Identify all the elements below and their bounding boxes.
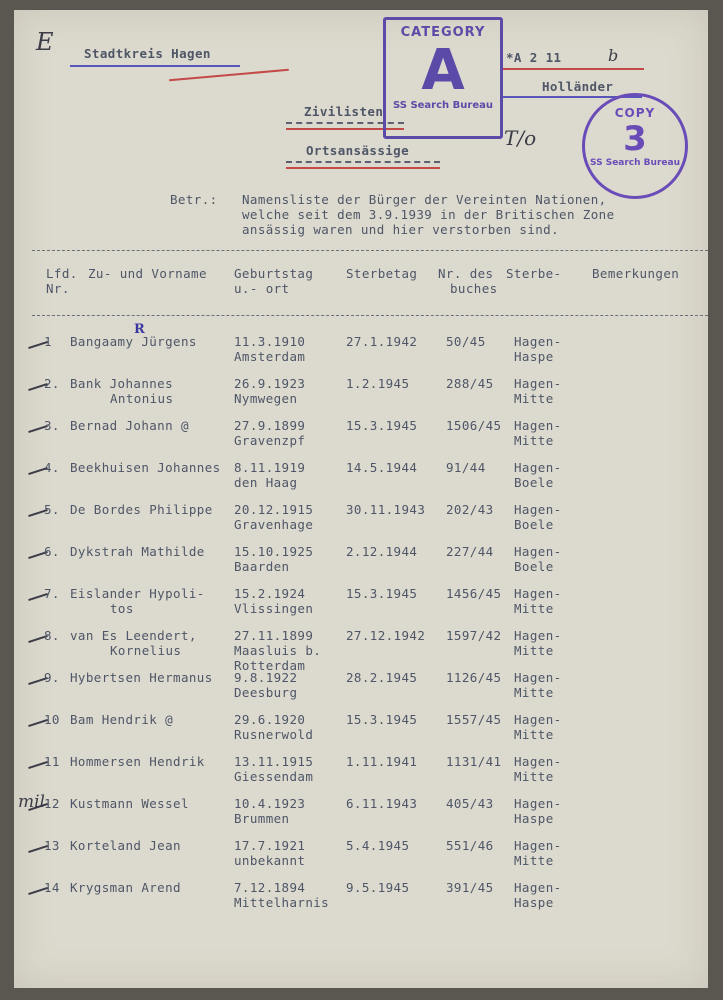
row-name2: Kornelius bbox=[110, 643, 182, 658]
row-death: 15.3.1945 bbox=[346, 418, 418, 433]
copy-stamp-subtitle: SS Search Bureau bbox=[590, 158, 680, 168]
row-office2: Mitte bbox=[514, 391, 554, 406]
row-office1: Hagen- bbox=[514, 502, 562, 517]
row-office1: Hagen- bbox=[514, 376, 562, 391]
copy-stamp bbox=[582, 93, 688, 199]
row-birth2: Baarden bbox=[234, 559, 290, 574]
row-office2: Boele bbox=[514, 475, 554, 490]
row-name1: Krygsman Arend bbox=[70, 880, 181, 895]
row-birth1: 10.4.1923 bbox=[234, 796, 306, 811]
row-birth2: Mittelharnis bbox=[234, 895, 330, 910]
row-reg: 288/45 bbox=[446, 376, 494, 391]
reference-number: *A 2 11 bbox=[506, 50, 562, 65]
row-office2: Mitte bbox=[514, 643, 554, 658]
col-nr: Nr. bbox=[46, 281, 70, 296]
row-reg: 391/45 bbox=[446, 880, 494, 895]
row-name1: De Bordes Philippe bbox=[70, 502, 213, 517]
row-birth1: 13.11.1915 bbox=[234, 754, 314, 769]
category-stamp-subtitle: SS Search Bureau bbox=[393, 100, 493, 111]
row-nr: 1 bbox=[44, 334, 52, 349]
col-office: Sterbe- bbox=[506, 266, 562, 281]
row-name2: Antonius bbox=[110, 391, 174, 406]
row-reg: 1126/45 bbox=[446, 670, 502, 685]
col-register: Nr. des bbox=[438, 266, 494, 281]
row-nr: 10 bbox=[44, 712, 60, 727]
row-birth1: 15.10.1925 bbox=[234, 544, 314, 559]
row-reg: 1506/45 bbox=[446, 418, 502, 433]
row-birth2: Nymwegen bbox=[234, 391, 298, 406]
col-remarks: Bemerkungen bbox=[592, 266, 680, 281]
row-death: 2.12.1944 bbox=[346, 544, 418, 559]
row-death: 28.2.1945 bbox=[346, 670, 418, 685]
row-name1: Eislander Hypoli- bbox=[70, 586, 205, 601]
row-death: 6.11.1943 bbox=[346, 796, 418, 811]
row-office1: Hagen- bbox=[514, 544, 562, 559]
row-office1: Hagen- bbox=[514, 880, 562, 895]
row-reg: 551/46 bbox=[446, 838, 494, 853]
row-office2: Haspe bbox=[514, 895, 554, 910]
row-office2: Mitte bbox=[514, 853, 554, 868]
row-name2: tos bbox=[110, 601, 134, 616]
col-name: Zu- und Vorname bbox=[88, 266, 207, 281]
row-birth1: 17.7.1921 bbox=[234, 838, 306, 853]
pencil-mark-e: E bbox=[36, 28, 54, 56]
row-reg: 227/44 bbox=[446, 544, 494, 559]
col-birth-place: u.- ort bbox=[234, 281, 290, 296]
row-office1: Hagen- bbox=[514, 754, 562, 769]
row-office1: Hagen- bbox=[514, 418, 562, 433]
row-office2: Haspe bbox=[514, 349, 554, 364]
row-nr: 14 bbox=[44, 880, 60, 895]
document-page bbox=[14, 10, 708, 988]
row-birth2: Giessendam bbox=[234, 769, 314, 784]
col-death: Sterbetag bbox=[346, 266, 418, 281]
row-office1: Hagen- bbox=[514, 796, 562, 811]
civil-label: Zivilisten bbox=[304, 104, 384, 119]
row-birth2: den Haag bbox=[234, 475, 298, 490]
row-name1: Bangaamy Jürgens bbox=[70, 334, 197, 349]
row-office1: Hagen- bbox=[514, 628, 562, 643]
row-birth3: Rotterdam bbox=[234, 658, 306, 673]
row-reg: 50/45 bbox=[446, 334, 486, 349]
category-stamp-letter: A bbox=[421, 38, 465, 103]
row-nr: 9. bbox=[44, 670, 60, 685]
row-pencil-mark: R bbox=[134, 322, 145, 337]
row-pencil-mark: mil bbox=[18, 792, 45, 812]
row-birth2: Rusnerwold bbox=[234, 727, 314, 742]
table-header-rule bbox=[32, 315, 708, 316]
row-nr: 5. bbox=[44, 502, 60, 517]
nationality-label: Holländer bbox=[542, 79, 614, 94]
row-death: 1.2.1945 bbox=[346, 376, 410, 391]
row-death: 15.3.1945 bbox=[346, 586, 418, 601]
category-stamp-title: CATEGORY bbox=[400, 25, 486, 40]
row-birth1: 11.3.1910 bbox=[234, 334, 306, 349]
row-name1: Hybertsen Hermanus bbox=[70, 670, 213, 685]
row-office1: Hagen- bbox=[514, 712, 562, 727]
row-birth1: 27.9.1899 bbox=[234, 418, 306, 433]
row-office2: Mitte bbox=[514, 769, 554, 784]
row-birth2: Maasluis b. bbox=[234, 643, 322, 658]
row-nr: 4. bbox=[44, 460, 60, 475]
row-reg: 91/44 bbox=[446, 460, 486, 475]
row-death: 27.1.1942 bbox=[346, 334, 418, 349]
table-top-rule bbox=[32, 250, 708, 251]
row-birth1: 26.9.1923 bbox=[234, 376, 306, 391]
row-reg: 1557/45 bbox=[446, 712, 502, 727]
local-underline bbox=[286, 161, 440, 163]
row-death: 15.3.1945 bbox=[346, 712, 418, 727]
row-name1: Korteland Jean bbox=[70, 838, 181, 853]
copy-stamp-number: 3 bbox=[623, 119, 647, 159]
row-office1: Hagen- bbox=[514, 460, 562, 475]
subject-line-1: Namensliste der Bürger der Vereinten Nationen, bbox=[242, 192, 607, 207]
row-nr: 6. bbox=[44, 544, 60, 559]
row-name1: Dykstrah Mathilde bbox=[70, 544, 205, 559]
row-reg: 1456/45 bbox=[446, 586, 502, 601]
row-birth1: 15.2.1924 bbox=[234, 586, 306, 601]
row-name1: Kustmann Wessel bbox=[70, 796, 189, 811]
row-birth1: 7.12.1894 bbox=[234, 880, 306, 895]
local-label: Ortsansässige bbox=[306, 143, 410, 158]
row-reg: 1597/42 bbox=[446, 628, 502, 643]
local-red-line bbox=[286, 167, 440, 169]
row-death: 5.4.1945 bbox=[346, 838, 410, 853]
col-lfd: Lfd. bbox=[46, 266, 78, 281]
row-office1: Hagen- bbox=[514, 670, 562, 685]
subject-label: Betr.: bbox=[170, 192, 218, 207]
row-office2: Mitte bbox=[514, 727, 554, 742]
row-office2: Mitte bbox=[514, 601, 554, 616]
row-office2: Mitte bbox=[514, 685, 554, 700]
row-death: 27.12.1942 bbox=[346, 628, 426, 643]
row-office1: Hagen- bbox=[514, 334, 562, 349]
subject-line-3: ansässig waren und hier verstorben sind. bbox=[242, 222, 560, 237]
copy-stamp-title: COPY bbox=[614, 106, 656, 120]
row-name1: Hommersen Hendrik bbox=[70, 754, 205, 769]
row-birth1: 8.11.1919 bbox=[234, 460, 306, 475]
row-birth2: Amsterdam bbox=[234, 349, 306, 364]
district-underline bbox=[70, 65, 240, 67]
row-death: 30.11.1943 bbox=[346, 502, 426, 517]
row-office2: Mitte bbox=[514, 433, 554, 448]
row-death: 1.11.1941 bbox=[346, 754, 418, 769]
district-label: Stadtkreis Hagen bbox=[84, 46, 211, 61]
row-birth2: unbekannt bbox=[234, 853, 306, 868]
row-nr: 8. bbox=[44, 628, 60, 643]
row-office1: Hagen- bbox=[514, 838, 562, 853]
row-birth1: 29.6.1920 bbox=[234, 712, 306, 727]
category-stamp bbox=[383, 17, 503, 139]
row-birth2: Vlissingen bbox=[234, 601, 314, 616]
row-office2: Boele bbox=[514, 559, 554, 574]
row-office2: Haspe bbox=[514, 811, 554, 826]
row-nr: 7. bbox=[44, 586, 60, 601]
reference-pencil: b bbox=[608, 46, 619, 65]
row-name1: Beekhuisen Johannes bbox=[70, 460, 221, 475]
row-death: 14.5.1944 bbox=[346, 460, 418, 475]
reference-red-underline bbox=[502, 68, 644, 70]
row-death: 9.5.1945 bbox=[346, 880, 410, 895]
row-birth2: Brummen bbox=[234, 811, 290, 826]
col-birth: Geburtstag bbox=[234, 266, 314, 281]
row-birth1: 9.8.1922 bbox=[234, 670, 298, 685]
row-birth2: Gravenzpf bbox=[234, 433, 306, 448]
row-office2: Boele bbox=[514, 517, 554, 532]
row-nr: 2. bbox=[44, 376, 60, 391]
row-name1: van Es Leendert, bbox=[70, 628, 197, 643]
row-office1: Hagen- bbox=[514, 586, 562, 601]
row-birth1: 20.12.1915 bbox=[234, 502, 314, 517]
pencil-note: T/o bbox=[504, 126, 537, 150]
row-reg: 405/43 bbox=[446, 796, 494, 811]
row-birth1: 27.11.1899 bbox=[234, 628, 314, 643]
row-birth2: Deesburg bbox=[234, 685, 298, 700]
subject-line-2: welche seit dem 3.9.1939 in der Britischen Zone bbox=[242, 207, 615, 222]
row-reg: 202/43 bbox=[446, 502, 494, 517]
row-nr: 3. bbox=[44, 418, 60, 433]
row-birth2: Gravenhage bbox=[234, 517, 314, 532]
row-nr: 11 bbox=[44, 754, 60, 769]
row-reg: 1131/41 bbox=[446, 754, 502, 769]
district-red-stroke bbox=[169, 69, 289, 81]
row-name1: Bam Hendrik @ bbox=[70, 712, 174, 727]
row-name1: Bernad Johann @ bbox=[70, 418, 189, 433]
row-nr: 12 bbox=[44, 796, 60, 811]
col-register-2: buches bbox=[450, 281, 498, 296]
row-name1: Bank Johannes bbox=[70, 376, 174, 391]
row-nr: 13 bbox=[44, 838, 60, 853]
